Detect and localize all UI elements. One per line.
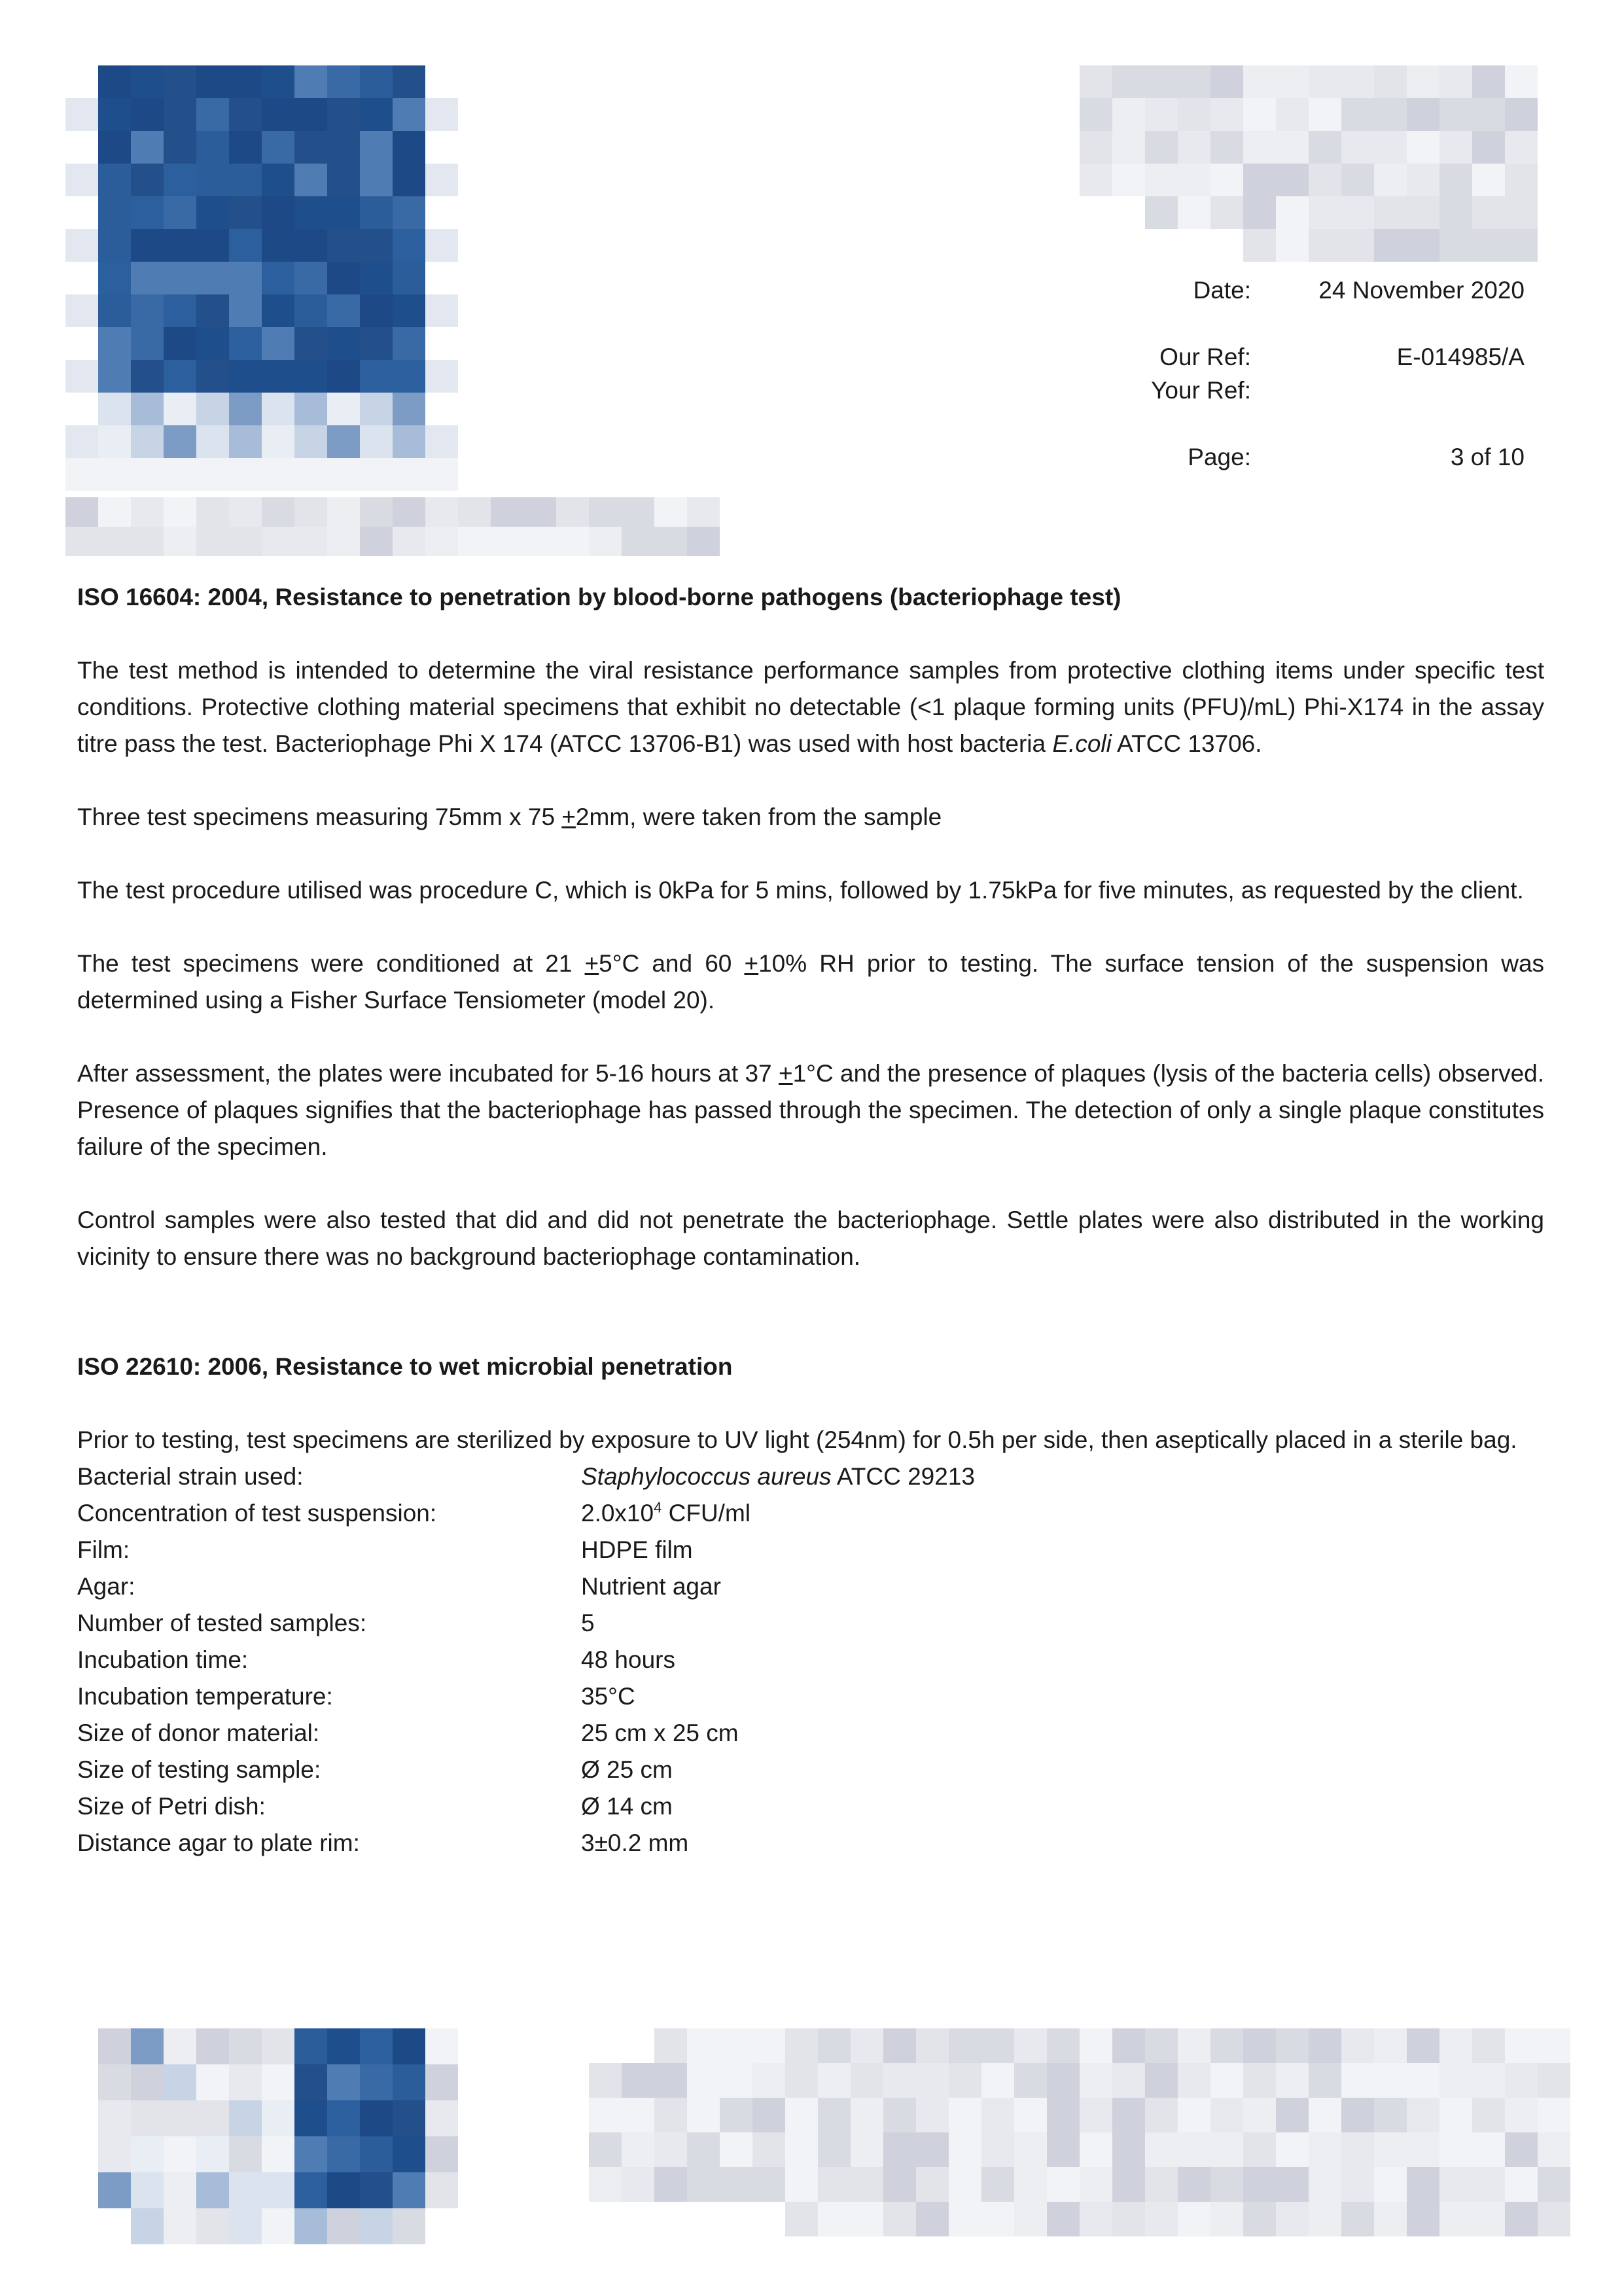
param-value: 48 hours (581, 1646, 675, 1673)
param-label: Incubation time: (77, 1646, 249, 1673)
param-value: 3±0.2 mm (581, 1829, 689, 1856)
company-name-redacted (65, 497, 720, 556)
param-label: Size of Petri dish: (77, 1793, 266, 1820)
paragraph-test-method: The test method is intended to determine the viral resistance performance samples from protective clothing items under specific test conditions. Protective clothing material specimens that exhibit no detectable (<1 plaque forming units (PFU)/mL) Phi-X174 in the assay titre pass the test. Bacteriophage Phi X 174 (ATCC 13706-B1) was used with host bacteria E.coli ATCC 13706. (77, 657, 1544, 757)
table-row (77, 1458, 975, 1495)
param-label: Size of donor material: (77, 1720, 320, 1746)
paragraph-procedure: The test procedure utilised was procedure C, which is 0kPa for 5 mins, followed by 1.75kPa for five minutes, as requested by the client. (77, 877, 1524, 904)
paragraph-specimens: Three test specimens measuring 75mm x 75 +2mm, were taken from the sample (77, 804, 942, 830)
test-parameters-table (77, 1458, 975, 1862)
param-value: Ø 14 cm (581, 1793, 673, 1820)
page-label: Page: (1188, 444, 1251, 470)
table-row (77, 1715, 975, 1752)
param-label: Distance agar to plate rim: (77, 1829, 360, 1856)
param-value: 35°C (581, 1683, 635, 1710)
date-label: Date: (1193, 277, 1251, 304)
param-label: Size of testing sample: (77, 1756, 321, 1783)
date-value: 24 November 2020 (1318, 277, 1525, 304)
logo-redacted (65, 65, 458, 484)
address-redacted (1080, 65, 1538, 262)
page-value: 3 of 10 (1450, 444, 1525, 470)
table-row (77, 1788, 975, 1825)
param-label: Number of tested samples: (77, 1610, 367, 1636)
header-labels (1021, 274, 1251, 483)
footer-text-redacted (589, 2028, 1570, 2238)
table-row (77, 1568, 975, 1605)
param-value: 25 cm x 25 cm (581, 1720, 739, 1746)
paragraph-sterilization: Prior to testing, test specimens are sterilized by exposure to UV light (254nm) for 0.5h per side, then aseptically placed in a sterile bag. (77, 1426, 1517, 1453)
param-label: Agar: (77, 1573, 135, 1600)
paragraph-incubation: After assessment, the plates were incubated for 5-16 hours at 37 +1°C and the presence of plaques (lysis of the bacteria cells) observed. Presence of plaques signifies that the bacteriophage has passed through the specimen. The detection of only a single plaque constitutes failure of the specimen. (77, 1060, 1545, 1160)
header-values (1269, 274, 1525, 483)
param-label: Bacterial strain used: (77, 1463, 304, 1490)
table-row (77, 1532, 975, 1568)
param-value: HDPE film (581, 1536, 693, 1563)
param-value: Staphylococcus aureus ATCC 29213 (581, 1463, 975, 1490)
table-row (77, 1495, 975, 1532)
section-title-iso16604: ISO 16604: 2004, Resistance to penetration by blood-borne pathogens (bacteriophage test) (77, 584, 1121, 610)
table-row (77, 1752, 975, 1788)
param-value: $2.0x10^4$ CFU/ml (581, 1499, 750, 1527)
param-value: 5 (581, 1610, 595, 1636)
paragraph-conditioning: The test specimens were conditioned at 21 +5°C and 60 +10% RH prior to testing. The surface tension of the suspension was determined using a Fisher Surface Tensiometer (model 20). (77, 950, 1545, 1014)
table-row (77, 1678, 975, 1715)
our-ref-value: E-014985/A (1396, 344, 1525, 370)
footer-logo-redacted (98, 2028, 458, 2244)
table-row (77, 1605, 975, 1642)
param-label: Concentration of test suspension: (77, 1500, 437, 1527)
param-value: Ø 25 cm (581, 1756, 673, 1783)
paragraph-controls: Control samples were also tested that did and did not penetrate the bacteriophage. Settle plates were also distributed in the working vicinity to ensure there was no background bacteriophage contamination. (77, 1207, 1544, 1270)
table-row (77, 1825, 975, 1862)
section-title-iso22610: ISO 22610: 2006, Resistance to wet microbial penetration (77, 1353, 733, 1380)
our-ref-label: Our Ref: (1159, 344, 1251, 370)
param-label: Incubation temperature: (77, 1683, 333, 1710)
param-value: Nutrient agar (581, 1573, 721, 1600)
your-ref-label: Your Ref: (1151, 377, 1251, 404)
report-body (77, 579, 1544, 1862)
table-row (77, 1642, 975, 1678)
param-label: Film: (77, 1536, 130, 1563)
